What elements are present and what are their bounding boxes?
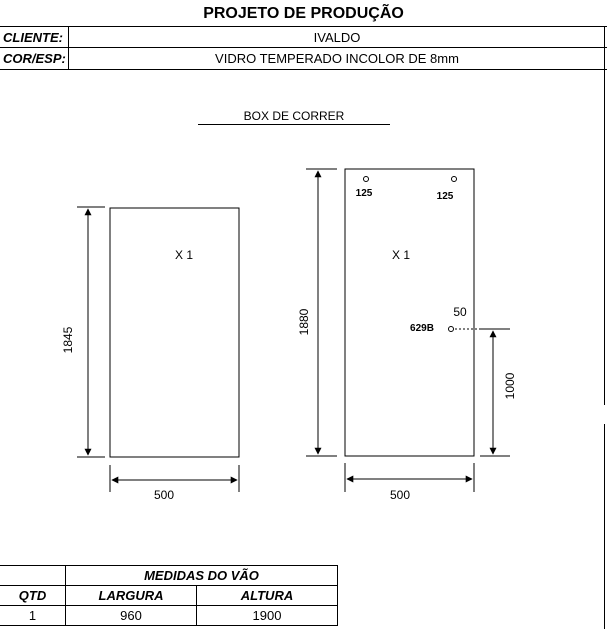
hole-right-label: 125 xyxy=(436,191,454,202)
cell-altura: 1900 xyxy=(197,606,338,626)
header-qtd: QTD xyxy=(0,586,66,606)
cell-qtd: 1 xyxy=(0,606,66,626)
right-height-label: 1880 xyxy=(297,308,311,336)
cliente-value: IVALDO xyxy=(313,30,361,45)
handle-code-label: 629B xyxy=(410,323,434,334)
left-quantity-label: X 1 xyxy=(174,248,194,262)
left-height-label: 1845 xyxy=(61,326,75,354)
left-width-label: 500 xyxy=(153,488,175,502)
right-width-label: 500 xyxy=(389,488,411,502)
medidas-table xyxy=(0,565,338,626)
drawing-subtitle: BOX DE CORRER xyxy=(198,108,390,125)
right-quantity-label: X 1 xyxy=(391,248,411,262)
handle-hole-icon xyxy=(449,327,454,332)
header-altura: ALTURA xyxy=(197,586,338,606)
hole-right-icon xyxy=(452,177,457,182)
hole-left-icon xyxy=(364,177,369,182)
handle-height-label: 1000 xyxy=(503,372,517,400)
coresp-value: VIDRO TEMPERADO INCOLOR DE 8mm xyxy=(215,51,459,66)
hole-left-label: 125 xyxy=(355,188,373,199)
cell-largura: 960 xyxy=(66,606,197,626)
left-glass-panel xyxy=(110,208,239,457)
handle-offset-label: 50 xyxy=(453,305,467,319)
coresp-label: COR/ESP: xyxy=(0,48,69,69)
cliente-label: CLIENTE: xyxy=(0,27,69,48)
header-largura: LARGURA xyxy=(66,586,197,606)
medidas-title: MEDIDAS DO VÃO xyxy=(66,566,338,586)
page-title: PROJETO DE PRODUÇÃO xyxy=(203,5,404,22)
